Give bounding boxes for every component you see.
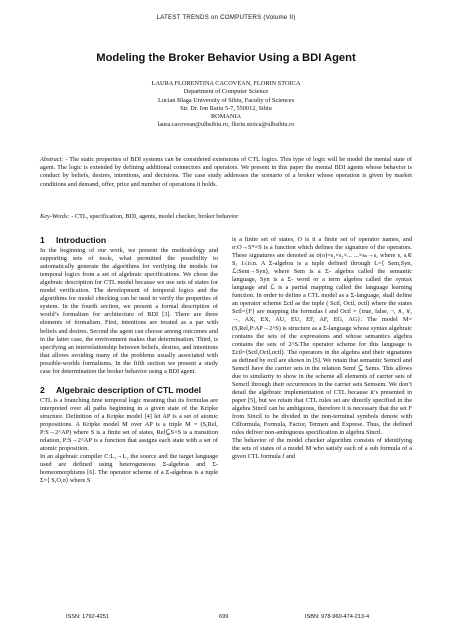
abstract-label: Abstract: - — [40, 156, 68, 163]
abstract-text: The static properties of BDI systems can be considered extensions of CTL logics. This type of logic will be model the mental state of agent. The logic is extended by defining additional connectors and operators. We present in this paper the mental BDI agents whose behavior is conduct by beliefs, desires, intentions, and decisions. The case study addresses the scenario of a broker whose operation is given by market conditions and demand, offer, price and number of operations it holds. — [40, 156, 412, 188]
paper-title: Modeling the Broker Behavior Using a BDI Agent — [96, 52, 356, 64]
algebraic-paragraph-2: In an algebraic compiler C:L₁→L₂ the source and the target language used are defined using heterogeneous Σ-algebras and Σ-homeomorphisms [6]. The operator scheme of a Σ-algebras is a tuple Σ=⟨ S,O,σ⟩ where S — [40, 453, 218, 485]
running-header: LATEST TRENDS on COMPUTERS (Volume II) — [156, 14, 296, 21]
affiliation-department: Department of Computer Science — [183, 88, 269, 96]
section-heading-algebraic — [40, 386, 218, 394]
introduction-paragraph: In the beginning of our work, we present the methodology and supporting sets of tools, what permitted the possibility to automatically generate the algorithms for verifying the models for temporal logics from a set of algebraic specifications. We chose the algebraic description for CTL model because we use sets of states for model verification. The development of temporal logics and the algorithms for model checking can be used to verify the properties of system. In the fourth section, we present a formal description of world’s formalism for architecture of BDI [3]. There are three elements of formalism. First, intentions are treated as a par with beliefs and desires. Second the agent can choose among outcomes and in the latter case, the environment makes that determination. Third, is specifying an interrelationship between beliefs, desires, and intentions that allows avoiding many of the problems usually associated with possible-worlds formalisms. In the fifth section we present a study case for determination the broker behavior using a BDI agent. — [40, 247, 218, 375]
keywords-label: Key-Words: - — [40, 213, 74, 220]
author-names: LAURA FLORENTINA CACOVEAN, FLORIN STOICA — [151, 80, 301, 87]
footer-page-number: 699 — [219, 614, 229, 620]
footer-issn: ISSN: 1792-4251 — [66, 614, 109, 620]
right-column — [232, 236, 412, 461]
algebraic-paragraph-1: CTL is a branching time temporal logic meaning that its formulas are interpreted over all paths beginning in a given state of the Kripke structure. Definition of a Kripke model [4] let AP is a set of atomic propositions. A Kripke model M over AP is a triple M = (S,Rel, P:S→2^AP) where S is a finite set of states, Rel⊆S×S is a transition relation, P:S→2^AP is a function that assigns each state with a set of atomic proposition. — [40, 396, 218, 453]
section-title: Algebraic description of CTL model — [56, 384, 201, 395]
right-paragraph-2: The behavior of the model checker algorithm consists of identifying the sets of states of a model M who satisfy each of a sub formula of a given CTL formula f and — [232, 437, 412, 461]
author-block — [0, 80, 452, 130]
affiliation-university: Lucian Blaga University of Sibiu, Faculty of Sciences — [157, 96, 295, 104]
affiliation-country: ROMANIA — [210, 113, 242, 121]
section-title: Introduction — [56, 235, 107, 245]
keywords-text: CTL, specification, BDI, agents, model checker, broker behavior — [74, 213, 239, 220]
keywords — [40, 213, 412, 221]
footer-isbn: ISBN: 978-960-474-213-4 — [305, 614, 370, 620]
abstract — [40, 156, 412, 189]
left-column — [40, 236, 218, 485]
affiliation-address: Str. Dr. Ion Ratiu 5-7, 550012, Sibiu — [180, 104, 272, 112]
section-number: 1 — [40, 235, 45, 245]
author-emails: laura.cacovean@ulbsibiu.ro, florin.stoica@ulbsibiu.ro — [157, 121, 295, 129]
right-paragraph-1: is a finite set of states, O is it a finite set of operator names, and σ:O→S*×S is a function which defines the signature of the operators. These signatures are denoted as σ(o)=s₁×s₂×... ...×sₙ→s, where s, sᵢ∈ S, 1≤i≤n. A Σ-algebra is a tuple defined through L=⟨ Sem,Syn, ℒ:Sem→Syn⟩, where Sem is a Σ- algebra called the semantic language, Syn is a Σ- word or a term algebra called the syntax language and ℒ is a partial mapping called the language learning function. In order to define a CTL model as a Σ-language, shall define an operator scheme Σctl as the tuple ( Sctl, Octl, σctl) where the states Sctl={F} are mapping the formulas f and Octl = {true, false, ¬, ∧, ∨, →, AX, EX, AU, EU, EF, AF, EG, AG}. The model M=(S,Rel,P:AP→2^S) is structure as a Σ-language whose syntax algebraic contains the sets of the expressions and whose semantics algebra contains the sets of 2^S.The operator scheme for this language is Σctl=⟨Sctl,Octl,σctl⟩. The operators in the algebra and their signatures as defined by σctl are shown in [5]. We retain that semantic Semctl and Semctl have the carrier sets in the relation Semf ⊆ Sems. This allows due to similarity to show in the scheme all elements of carrier sets of Semctl through their occurrences in the carrier sets Semsem. We don’t detail the algebraic implementation of CTL because it’s presented in paper [5], but we retain that CTL rules set are directly specified in the algebra Sinctl can be ambiguous, therefore it is necessary that the set F from Sinctl to be divided in the non-terminal symbols denote with Ctlformula, Formula, Factor, Termen and Exprese. Thus, the defined rules deliver non-ambiguous specification in algebra Sinctl. — [232, 236, 412, 437]
section-heading-introduction — [40, 236, 218, 244]
section-number: 2 — [40, 384, 45, 395]
